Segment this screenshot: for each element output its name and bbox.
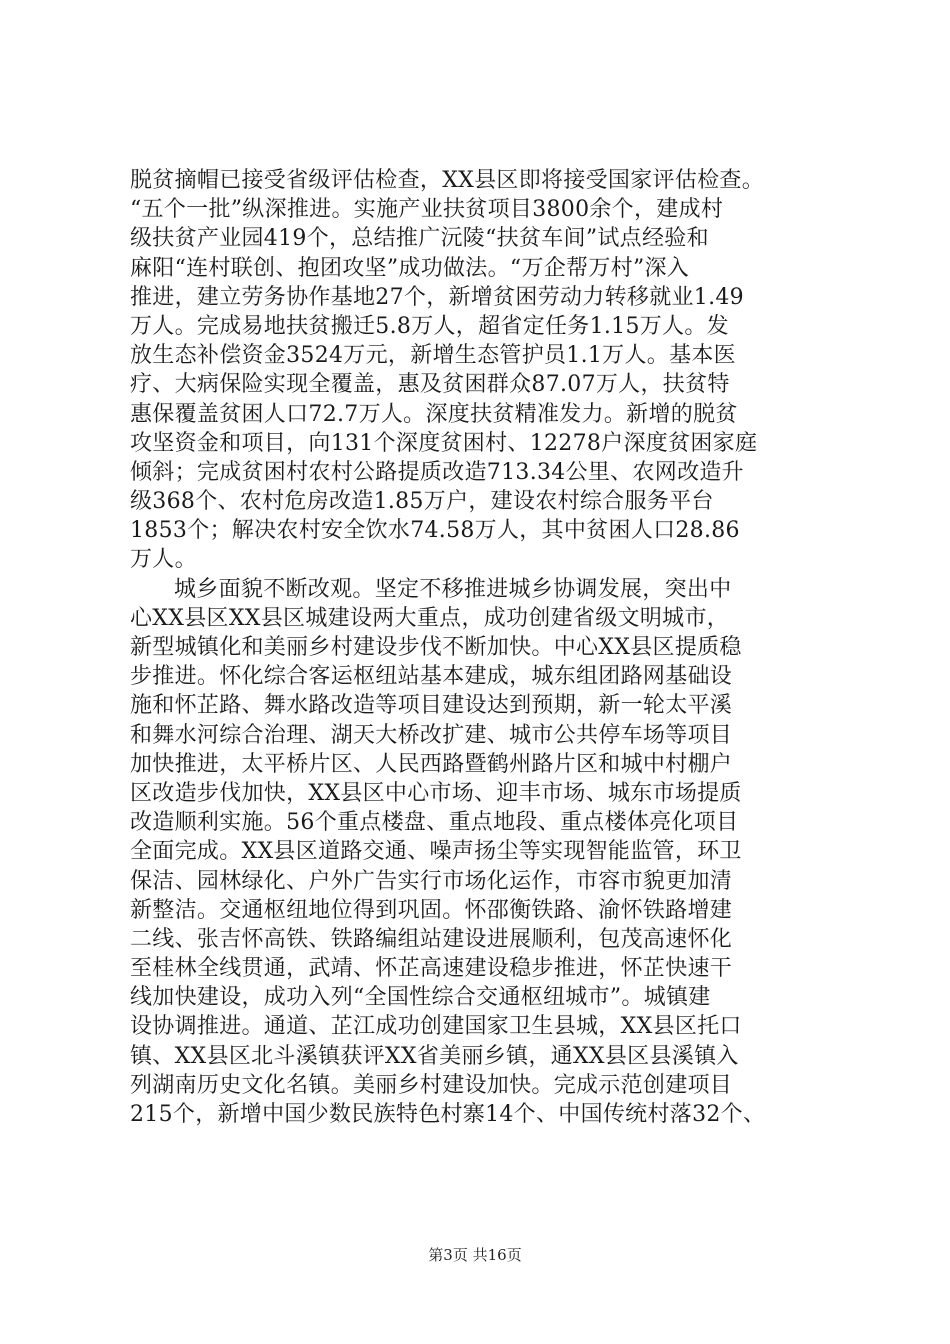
- page-number: 第3页 共16页: [428, 1246, 522, 1264]
- text-line: 全面完成。XX县区道路交通、噪声扬尘等实现智能监管，环卫: [130, 839, 742, 865]
- text-line: 和舞水河综合治理、湖天大桥改扩建、城市公共停车场等项目: [130, 722, 733, 748]
- paragraph-start-line: 城乡面貌不断改观。坚定不移推进城乡协调发展，突出中: [174, 576, 732, 602]
- text-line: 新型城镇化和美丽乡村建设步伐不断加快。中心XX县区提质稳: [130, 635, 742, 660]
- text-line: 级扶贫产业园419个，总结推广沅陵“扶贫车间”试点经验和: [130, 226, 709, 252]
- text-line: 放生态补偿资金3524万元，新增生态管护员1.1万人。基本医: [130, 343, 736, 369]
- text-line: 万人。: [130, 547, 197, 573]
- text-line: 脱贫摘帽已接受省级评估检查，XX县区即将接受国家评估检查。: [130, 168, 765, 193]
- text-line: 1853个；解决农村安全饮水74.58万人，其中贫困人口28.86: [130, 518, 740, 544]
- text-line: 改造顺利实施。56个重点楼盘、重点地段、重点楼体亮化项目: [130, 810, 739, 836]
- text-line: 疗、大病保险实现全覆盖，惠及贫困群众87.07万人，扶贫特: [130, 372, 730, 398]
- text-line: 心XX县区XX县区城建设两大重点，成功创建省级文明城市，: [130, 605, 730, 631]
- text-line: 区改造步伐加快，XX县区中心市场、迎丰市场、城东市场提质: [130, 780, 742, 806]
- text-line: 至桂林全线贯通，武靖、怀芷高速建设稳步推进，怀芷快速干: [130, 956, 733, 982]
- text-line: 列湖南历史文化名镇。美丽乡村建设加快。完成示范创建项目: [130, 1072, 733, 1098]
- text-line: 步推进。怀化综合客运枢纽站基本建成，城东组团路网基础设: [130, 664, 733, 690]
- text-line: 镇、XX县区北斗溪镇获评XX省美丽乡镇，通XX县区县溪镇入: [130, 1043, 739, 1069]
- text-line: “五个一批”纵深推进。实施产业扶贫项目3800余个，建成村: [130, 197, 724, 223]
- text-line: 设协调推进。通道、芷江成功创建国家卫生县城，XX县区托口: [130, 1014, 742, 1040]
- page-footer: [0, 1245, 950, 1265]
- text-line: 惠保覆盖贫困人口72.7万人。深度扶贫精准发力。新增的脱贫: [130, 401, 738, 427]
- text-line: 加快推进，太平桥片区、人民西路暨鹤州路片区和城中村棚户: [130, 751, 733, 777]
- text-line: 级368个、农村危房改造1.85万户，建设农村综合服务平台: [130, 489, 714, 515]
- text-line: 攻坚资金和项目，向131个深度贫困村、12278户深度贫困家庭: [130, 430, 758, 456]
- text-line: 新整洁。交通枢纽地位得到巩固。怀邵衡铁路、渝怀铁路增建: [130, 897, 733, 923]
- text-line: 麻阳“连村联创、抱团攻坚”成功做法。“万企帮万村”深入: [130, 255, 690, 281]
- body-text: [130, 166, 830, 1129]
- text-line: 万人。完成易地扶贫搬迁5.8万人，超省定任务1.15万人。发: [130, 313, 729, 339]
- text-line: 倾斜；完成贫困村农村公路提质改造713.34公里、农网改造升: [130, 459, 744, 485]
- text-line: 二线、张吉怀高铁、铁路编组站建设进展顺利，包茂高速怀化: [130, 926, 733, 952]
- text-line: 线加快建设，成功入列“全国性综合交通枢纽城市”。城镇建: [130, 985, 711, 1011]
- text-line: 215个，新增中国少数民族特色村寨14个、中国传统村落32个、: [130, 1102, 766, 1127]
- text-line: 保洁、园林绿化、户外广告实行市场化运作，市容市貌更加清: [130, 868, 733, 894]
- text-line: 施和怀芷路、舞水路改造等项目建设达到预期，新一轮太平溪: [130, 693, 733, 719]
- text-line: 推进，建立劳务协作基地27个，新增贫困劳动力转移就业1.49: [130, 284, 744, 310]
